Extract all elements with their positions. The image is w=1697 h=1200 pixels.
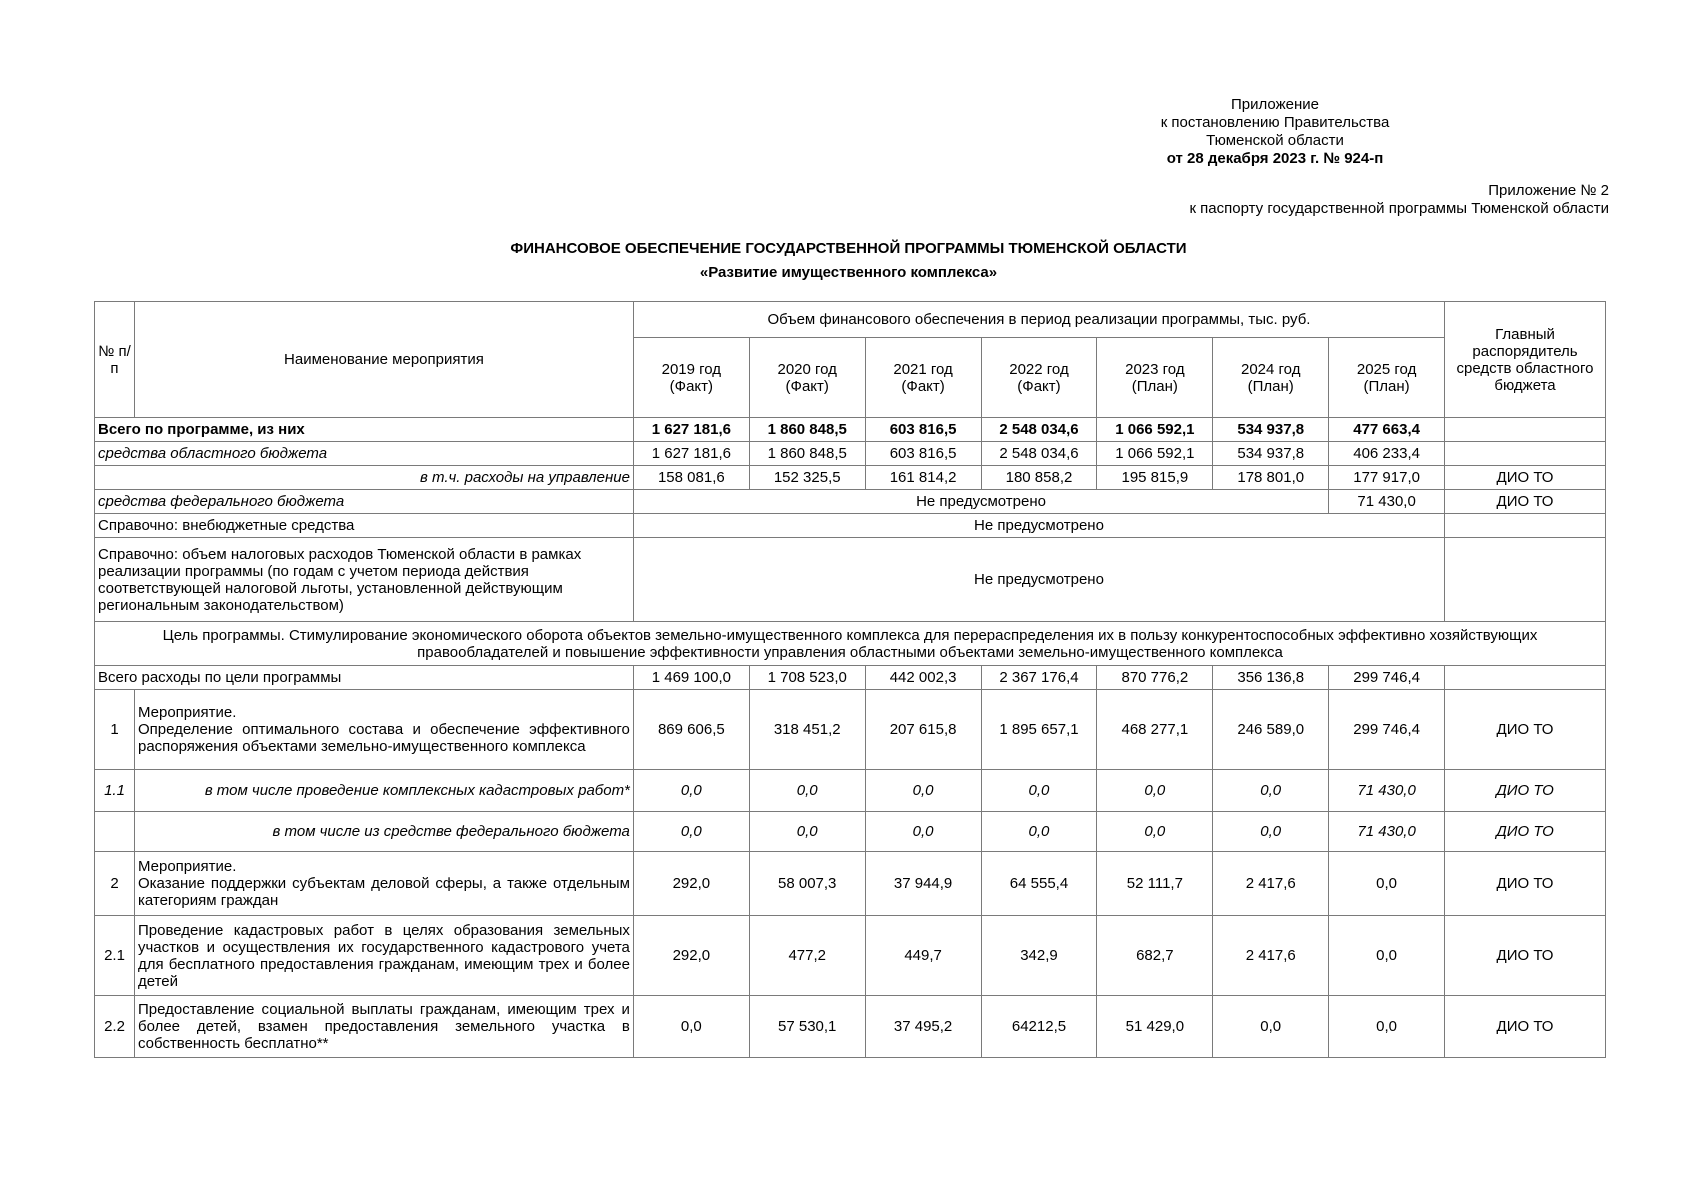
measure-manager: ДИО ТО (1445, 916, 1606, 996)
federal-not-provided: Не предусмотрено (633, 490, 1328, 514)
measure-value: 207 615,8 (865, 690, 981, 770)
measure-value: 0,0 (1097, 812, 1213, 852)
year-header: 2025 год (План) (1329, 338, 1445, 418)
management-label: в т.ч. расходы на управление (95, 466, 634, 490)
appendix2-line: Приложение № 2 (1488, 182, 1609, 199)
goal-row (95, 622, 1606, 666)
appendix-resolution: от 28 декабря 2023 г. № 924-п (1166, 150, 1384, 167)
measure-value: 2 417,6 (1213, 916, 1329, 996)
year-header: 2021 год (Факт) (865, 338, 981, 418)
year-header: 2019 год (Факт) (633, 338, 749, 418)
total-row (95, 418, 1606, 442)
measure-row (95, 916, 1606, 996)
measure-value: 0,0 (1097, 770, 1213, 812)
measure-value: 37 944,9 (865, 852, 981, 916)
federal-value-2025: 71 430,0 (1329, 490, 1445, 514)
measure-value: 342,9 (981, 916, 1097, 996)
goal-total-value: 1 708 523,0 (749, 666, 865, 690)
measure-value: 869 606,5 (633, 690, 749, 770)
measure-manager: ДИО ТО (1445, 812, 1606, 852)
regional-value: 1 860 848,5 (749, 442, 865, 466)
federal-row (95, 490, 1606, 514)
management-value: 178 801,0 (1213, 466, 1329, 490)
tax-label: Справочно: объем налоговых расходов Тюменской области в рамках реализации программы (по годам с учетом периода действия соответствующей налоговой льготы, установленной действующим региональным законодательством) (95, 538, 634, 622)
measure-manager: ДИО ТО (1445, 852, 1606, 916)
measure-value: 0,0 (1329, 916, 1445, 996)
measure-row (95, 812, 1606, 852)
year-header: 2022 год (Факт) (981, 338, 1097, 418)
federal-label: средства федерального бюджета (95, 490, 634, 514)
measure-row (95, 996, 1606, 1058)
measure-value: 0,0 (749, 812, 865, 852)
goal-total-manager (1445, 666, 1606, 690)
federal-manager: ДИО ТО (1445, 490, 1606, 514)
header-row (95, 302, 1606, 338)
title-line2: «Развитие имущественного комплекса» (699, 264, 998, 281)
measure-value: 682,7 (1097, 916, 1213, 996)
measure-row (95, 690, 1606, 770)
measure-value: 0,0 (749, 770, 865, 812)
management-value: 177 917,0 (1329, 466, 1445, 490)
management-value: 161 814,2 (865, 466, 981, 490)
appendix-line: Тюменской области (1206, 132, 1344, 149)
measure-value: 0,0 (865, 812, 981, 852)
measure-value: 0,0 (981, 812, 1097, 852)
regional-value: 534 937,8 (1213, 442, 1329, 466)
row-number: 2 (95, 852, 135, 916)
total-value: 603 816,5 (865, 418, 981, 442)
regional-label: средства областного бюджета (95, 442, 634, 466)
measure-name: Предоставление социальной выплаты гражданам, имеющим трех и более детей, взамен предоставления земельного участка в собственность бесплатно** (134, 996, 633, 1058)
measure-value: 51 429,0 (1097, 996, 1213, 1058)
col-name-header: Наименование мероприятия (134, 302, 633, 418)
measure-value: 292,0 (633, 852, 749, 916)
year-header: 2023 год (План) (1097, 338, 1213, 418)
tax-not-provided: Не предусмотрено (633, 538, 1444, 622)
row-number: 2.2 (95, 996, 135, 1058)
management-value: 180 858,2 (981, 466, 1097, 490)
goal-total-value: 356 136,8 (1213, 666, 1329, 690)
measure-value: 2 417,6 (1213, 852, 1329, 916)
extrabudget-row (95, 514, 1606, 538)
management-value: 158 081,6 (633, 466, 749, 490)
management-value: 195 815,9 (1097, 466, 1213, 490)
measure-value: 292,0 (633, 916, 749, 996)
measure-value: 37 495,2 (865, 996, 981, 1058)
measure-value: 449,7 (865, 916, 981, 996)
row-number: 1.1 (95, 770, 135, 812)
measure-value: 64212,5 (981, 996, 1097, 1058)
goal-total-label: Всего расходы по цели программы (95, 666, 634, 690)
measure-value: 58 007,3 (749, 852, 865, 916)
measure-value: 299 746,4 (1329, 690, 1445, 770)
measure-value: 477,2 (749, 916, 865, 996)
total-value: 1 860 848,5 (749, 418, 865, 442)
measure-value: 0,0 (1213, 812, 1329, 852)
goal-total-value: 299 746,4 (1329, 666, 1445, 690)
measure-manager: ДИО ТО (1445, 690, 1606, 770)
total-value: 534 937,8 (1213, 418, 1329, 442)
measure-name: Проведение кадастровых работ в целях образования земельных участков и осуществления их государственного кадастрового учета для бесплатного предоставления гражданам, имеющим трех и более детей (134, 916, 633, 996)
management-row (95, 466, 1606, 490)
total-value: 477 663,4 (1329, 418, 1445, 442)
appendix2-line: к паспорту государственной программы Тюменской области (1189, 200, 1609, 217)
measure-row (95, 770, 1606, 812)
extrabudget-label: Справочно: внебюджетные средства (95, 514, 634, 538)
goal-total-value: 1 469 100,0 (633, 666, 749, 690)
regional-value: 1 627 181,6 (633, 442, 749, 466)
year-header: 2024 год (План) (1213, 338, 1329, 418)
measure-value: 0,0 (633, 996, 749, 1058)
measure-value: 71 430,0 (1329, 770, 1445, 812)
measure-value: 57 530,1 (749, 996, 865, 1058)
row-number: 1 (95, 690, 135, 770)
tax-manager (1445, 538, 1606, 622)
goal-total-row (95, 666, 1606, 690)
appendix-line: к постановлению Правительства (1160, 114, 1390, 131)
measure-value: 52 111,7 (1097, 852, 1213, 916)
regional-row (95, 442, 1606, 466)
goal-total-value: 442 002,3 (865, 666, 981, 690)
management-manager: ДИО ТО (1445, 466, 1606, 490)
measure-name: в том числе проведение комплексных кадастровых работ* (134, 770, 633, 812)
year-header: 2020 год (Факт) (749, 338, 865, 418)
measure-value: 0,0 (1213, 996, 1329, 1058)
row-number (95, 812, 135, 852)
measure-value: 0,0 (1329, 852, 1445, 916)
regional-manager (1445, 442, 1606, 466)
regional-value: 1 066 592,1 (1097, 442, 1213, 466)
extrabudget-manager (1445, 514, 1606, 538)
regional-value: 406 233,4 (1329, 442, 1445, 466)
col-volume-header: Объем финансового обеспечения в период реализации программы, тыс. руб. (633, 302, 1444, 338)
measure-row (95, 852, 1606, 916)
extrabudget-not-provided: Не предусмотрено (633, 514, 1444, 538)
goal-total-value: 2 367 176,4 (981, 666, 1097, 690)
measure-value: 0,0 (1329, 996, 1445, 1058)
measure-name: Мероприятие. Оказание поддержки субъектам деловой сферы, а также отдельным категориям граждан (134, 852, 633, 916)
measure-value: 468 277,1 (1097, 690, 1213, 770)
regional-value: 603 816,5 (865, 442, 981, 466)
document-title (0, 237, 1697, 285)
total-value: 1 627 181,6 (633, 418, 749, 442)
row-number: 2.1 (95, 916, 135, 996)
regional-value: 2 548 034,6 (981, 442, 1097, 466)
col-num-header: № п/п (95, 302, 135, 418)
measure-manager: ДИО ТО (1445, 996, 1606, 1058)
appendix-block (1065, 96, 1485, 168)
finance-table (94, 301, 1606, 1058)
measure-value: 0,0 (981, 770, 1097, 812)
appendix2-block (1189, 182, 1609, 218)
measure-value: 0,0 (633, 812, 749, 852)
measure-manager: ДИО ТО (1445, 770, 1606, 812)
measure-name: Мероприятие. Определение оптимального состава и обеспечение эффективного распоряжения объектами земельно-имущественного комплекса (134, 690, 633, 770)
program-goal: Цель программы. Стимулирование экономического оборота объектов земельно-имущественного комплекса для перераспределения их в пользу конкурентоспособных эффективно хозяйствующих правообладателей и повышение эффективности управления областными объектами земельно-имущественного комплекса (95, 622, 1606, 666)
appendix-line: Приложение (1231, 96, 1319, 113)
measure-value: 0,0 (865, 770, 981, 812)
tax-row (95, 538, 1606, 622)
measure-value: 318 451,2 (749, 690, 865, 770)
measure-value: 0,0 (633, 770, 749, 812)
title-line1: ФИНАНСОВОЕ ОБЕСПЕЧЕНИЕ ГОСУДАРСТВЕННОЙ ПРОГРАММЫ ТЮМЕНСКОЙ ОБЛАСТИ (510, 240, 1187, 257)
measure-name: в том числе из средстве федерального бюджета (134, 812, 633, 852)
management-value: 152 325,5 (749, 466, 865, 490)
measure-value: 71 430,0 (1329, 812, 1445, 852)
total-value: 1 066 592,1 (1097, 418, 1213, 442)
measure-value: 1 895 657,1 (981, 690, 1097, 770)
measure-value: 64 555,4 (981, 852, 1097, 916)
total-value: 2 548 034,6 (981, 418, 1097, 442)
goal-total-value: 870 776,2 (1097, 666, 1213, 690)
total-label: Всего по программе, из них (95, 418, 634, 442)
total-manager (1445, 418, 1606, 442)
col-manager-header: Главный распорядитель средств областного бюджета (1445, 302, 1606, 418)
measure-value: 246 589,0 (1213, 690, 1329, 770)
measure-value: 0,0 (1213, 770, 1329, 812)
